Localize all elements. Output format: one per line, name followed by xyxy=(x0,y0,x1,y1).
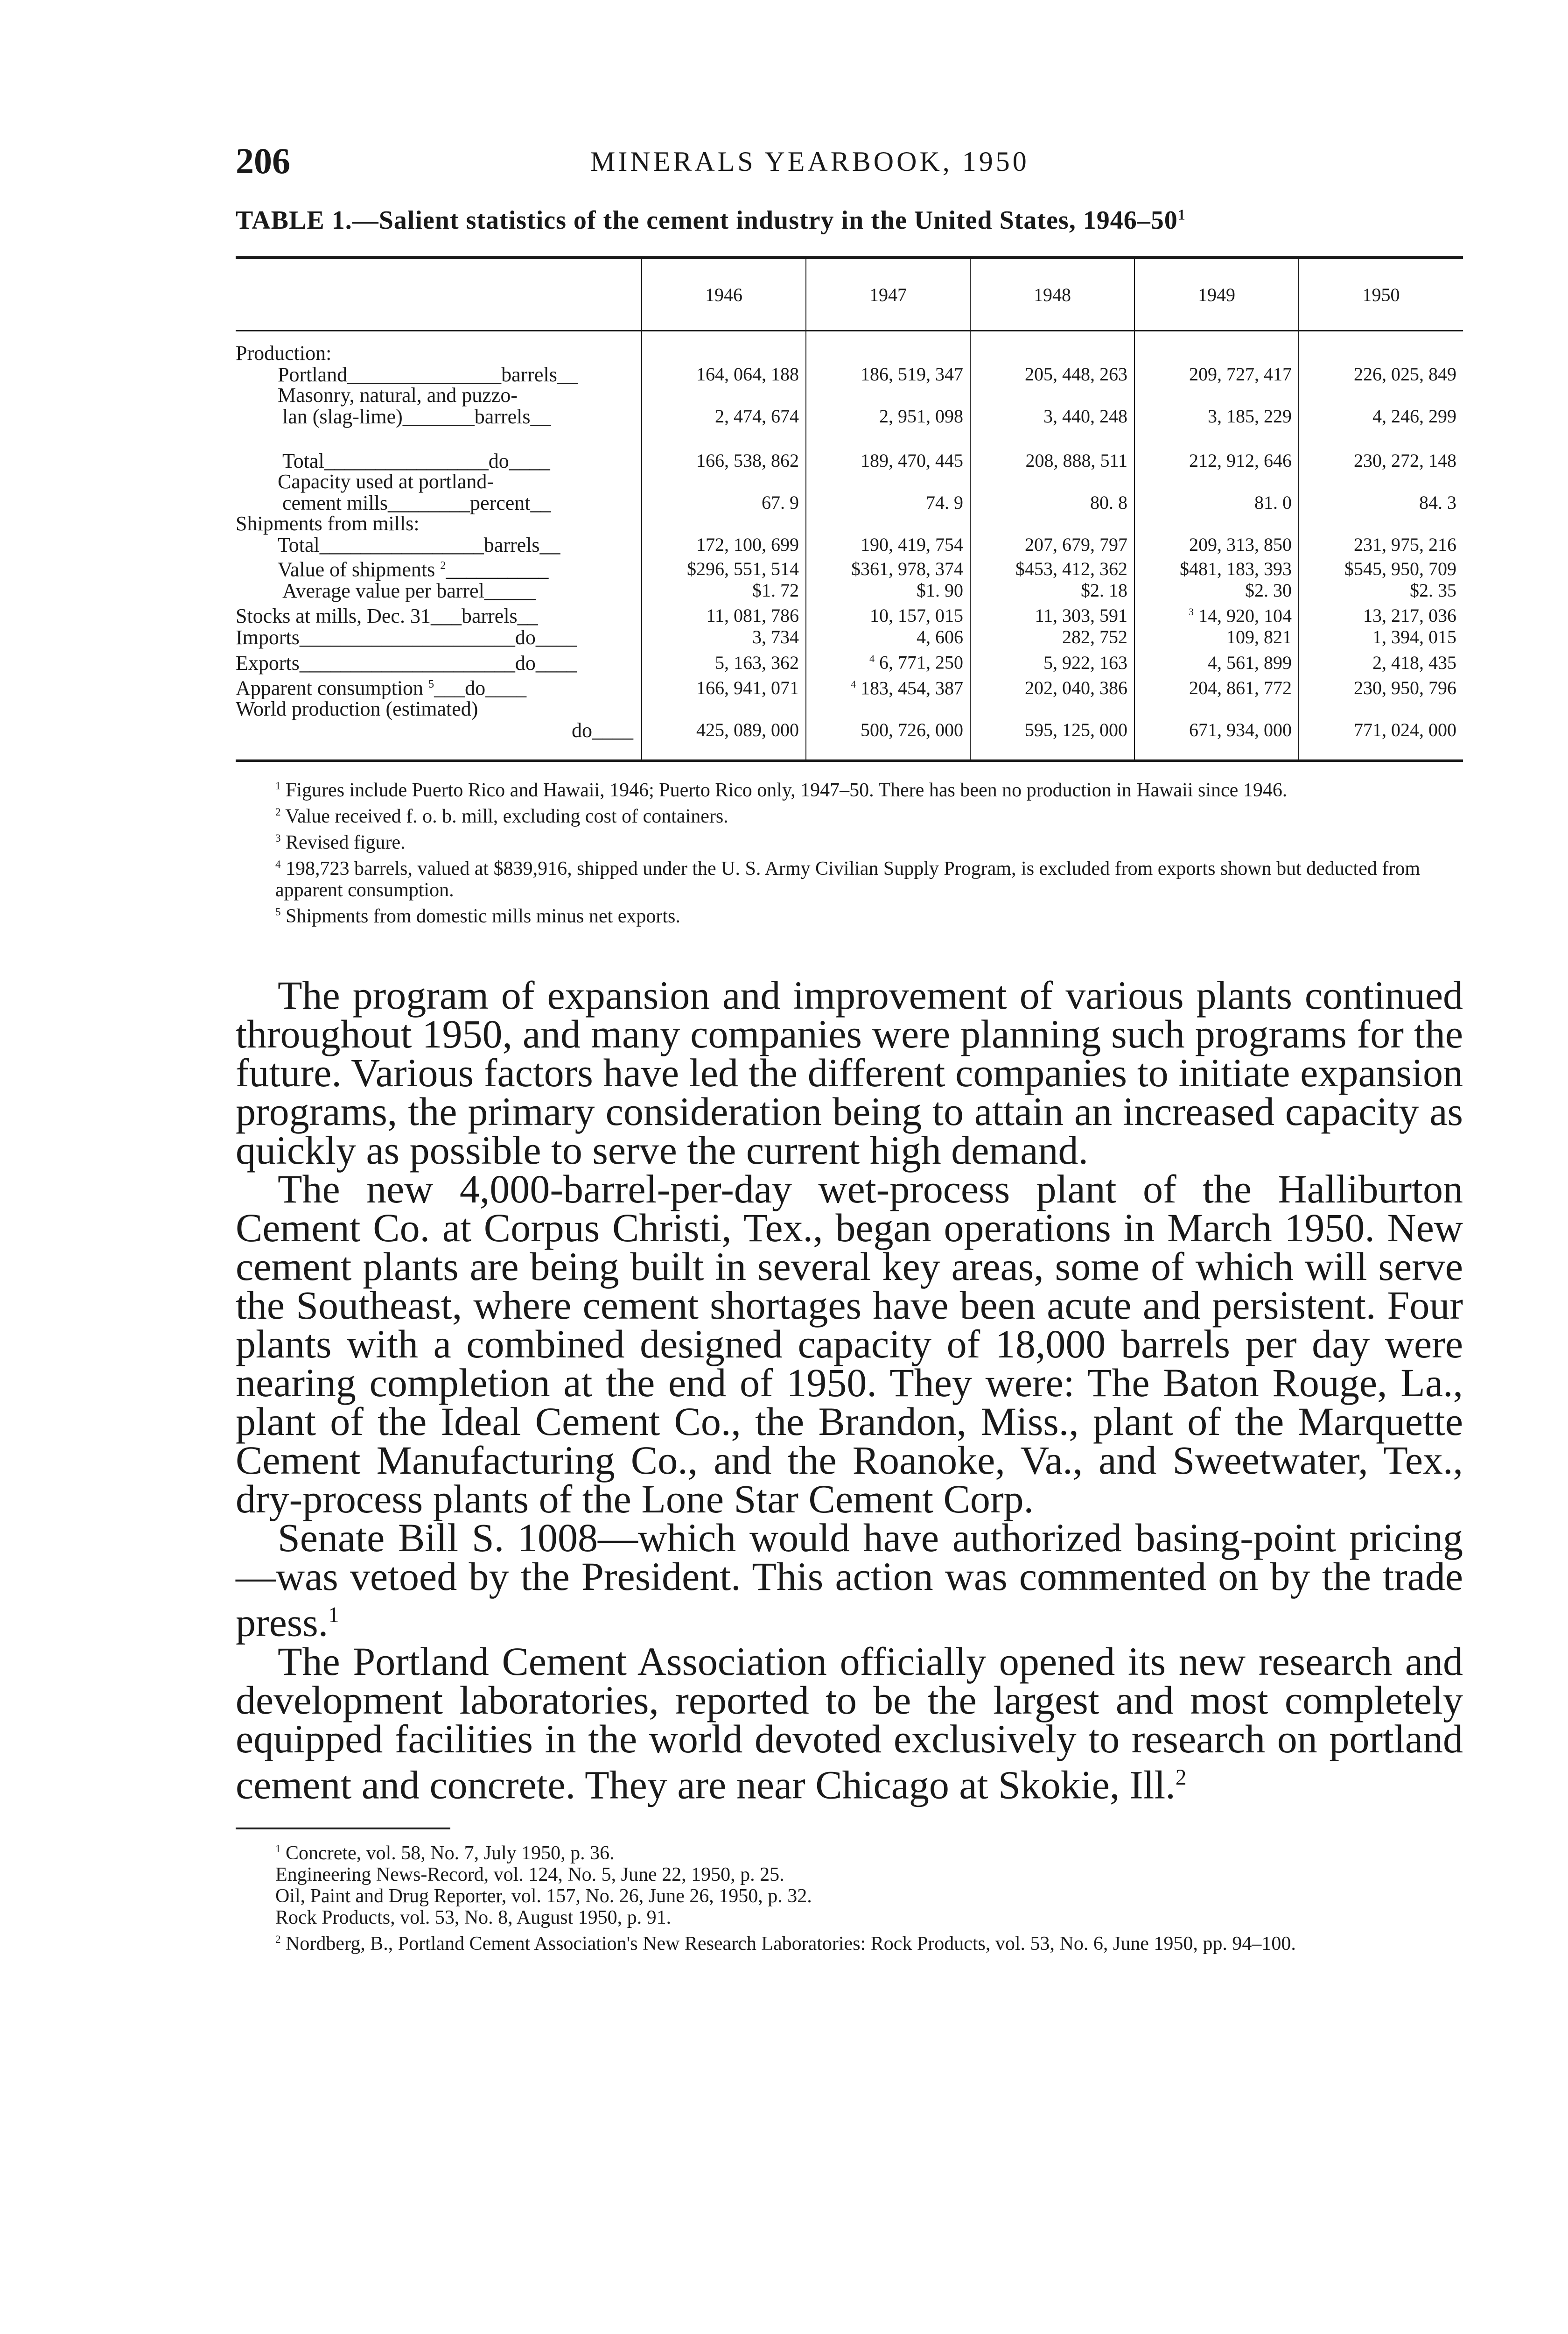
table-cell: 230, 950, 796 xyxy=(1299,674,1463,699)
row-label: Portland_______________barrels__ xyxy=(278,363,578,386)
footnote-ref: 2 xyxy=(440,559,446,572)
table-footnote: $^3$ Revised figure. xyxy=(275,832,406,854)
table-cell: 164, 064, 188 xyxy=(642,364,806,385)
row-label: cement mills________percent__ xyxy=(282,491,551,514)
row-label xyxy=(236,555,642,580)
paragraph: The new 4,000-barrel-per-day wet-process plant of the Halliburton Cement Co. at Corpus Christi, Tex., began operations in March 1950. New cement plants are being built in several key areas, some of which will serve the Southeast, where cement shortages have been acute and persistent. Four plants with a combined designed capacity of 18,000 barrels per day were nearing completion at the end of 1950. They were: The Baton Rouge, La., plant of the Ideal Cement Co., the Brandon, Miss., plant of the Marquette Cement Manufacturing Co., and the Roanoke, Va., and Sweetwater, Tex., dry-process plants of the Lone Star Cement Corp. xyxy=(236,1167,1463,1522)
footnote-ref: 2 xyxy=(1175,1765,1187,1790)
table-title-text: TABLE 1.—Salient statistics of the cement industry in the United States, 1946–50 xyxy=(236,206,1178,235)
row-label: Total________________barrels__ xyxy=(278,533,560,556)
table-cell: 5, 163, 362 xyxy=(642,648,806,673)
table-cell: 166, 538, 862 xyxy=(642,427,806,471)
running-head xyxy=(236,140,1463,187)
table-row xyxy=(236,555,1463,580)
table-row xyxy=(236,364,1463,385)
row-label-text: Value of shipments xyxy=(278,558,435,581)
table-footnote: $^4$ 198,723 barrels, valued at $839,916, shipped under the U. S. Army Civilian Supply Program, is excluded from exports shown but deducted from apparent consumption. xyxy=(275,858,1421,901)
table-cell: 595, 125, 000 xyxy=(970,719,1134,761)
table-cell: 2, 951, 098 xyxy=(806,406,970,427)
year-header: 1949 xyxy=(1134,258,1299,331)
row-label: Capacity used at portland- xyxy=(278,470,494,493)
table-cell: 11, 303, 591 xyxy=(970,601,1134,626)
table-cell: 3, 185, 229 xyxy=(1134,406,1299,427)
table-cell: 172, 100, 699 xyxy=(642,534,806,555)
table-row xyxy=(236,719,1463,761)
year-header: 1948 xyxy=(970,258,1134,331)
table-row xyxy=(236,601,1463,626)
page-footnote-line: Oil, Paint and Drug Reporter, vol. 157, No. 26, June 26, 1950, p. 32. xyxy=(275,1885,812,1907)
leader-dots: ___do____ xyxy=(434,677,527,700)
table-row xyxy=(236,626,1463,648)
table-row xyxy=(236,580,1463,601)
footnote-ref: 5 xyxy=(428,678,434,691)
table-cell: $^4$ 183, 454, 387 xyxy=(806,674,970,699)
table-cell: 166, 941, 071 xyxy=(642,674,806,699)
table-cell: 74. 9 xyxy=(806,492,970,513)
table-title-note: 1 xyxy=(1177,206,1186,223)
table-cell: $481, 183, 393 xyxy=(1134,555,1299,580)
footnote-ref: 4 xyxy=(869,653,875,665)
table-cell: 226, 025, 849 xyxy=(1299,364,1463,385)
table-cell: 230, 272, 148 xyxy=(1299,427,1463,471)
table-row xyxy=(236,331,1463,364)
footnote-ref: 1 xyxy=(328,1603,339,1628)
table-cell: $^4$ 6, 771, 250 xyxy=(806,648,970,673)
page-footnote-line: Engineering News-Record, vol. 124, No. 5, June 22, 1950, p. 25. xyxy=(275,1864,784,1886)
year-header: 1946 xyxy=(642,258,806,331)
page xyxy=(236,140,1463,1954)
page-footnotes xyxy=(236,1838,1463,1954)
table-cell: 186, 519, 347 xyxy=(806,364,970,385)
book-title: MINERALS YEARBOOK, 1950 xyxy=(590,146,1029,177)
year-header: 1950 xyxy=(1299,258,1463,331)
table-row xyxy=(236,699,1463,719)
row-label: Masonry, natural, and puzzo- xyxy=(278,383,518,407)
paragraph: Senate Bill S. 1008—which would have authorized basing-point pricing—was vetoed by the President. This action was commented on by the trade press.$^1$ xyxy=(236,1515,1463,1645)
page-number: 206 xyxy=(236,141,290,181)
table-cell: $^3$ 14, 920, 104 xyxy=(1134,601,1299,626)
paragraph: The Portland Cement Association officially opened its new research and development laboratories, reported to be the largest and most completely equipped facilities in the world devoted exclusively to research on portland cement and concrete. They are near Chicago at Skokie, Ill.$^2$ xyxy=(236,1638,1463,1807)
row-label: Imports_____________________do____ xyxy=(236,626,577,649)
table-footnote: $^5$ Shipments from domestic mills minus net exports. xyxy=(275,906,680,928)
row-label: Total________________do____ xyxy=(282,449,550,472)
table-cell: 771, 024, 000 xyxy=(1299,719,1463,761)
footnote-rule xyxy=(236,1828,450,1829)
table-footnote: $^1$ Figures include Puerto Rico and Hawaii, 1946; Puerto Rico only, 1947–50. There has been no production in Hawaii since 1946. xyxy=(275,780,1288,801)
table-row xyxy=(236,492,1463,513)
row-label: do____ xyxy=(572,719,633,742)
stub-header xyxy=(236,258,642,331)
table-row xyxy=(236,385,1463,406)
table-cell: $453, 412, 362 xyxy=(970,555,1134,580)
table-cell: 209, 313, 850 xyxy=(1134,534,1299,555)
table-cell: 671, 934, 000 xyxy=(1134,719,1299,761)
table-cell: 4, 561, 899 xyxy=(1134,648,1299,673)
table-header-row xyxy=(236,258,1463,331)
section-label: Production: xyxy=(236,341,332,365)
body-text xyxy=(236,973,1463,1807)
table-cell: 208, 888, 511 xyxy=(970,427,1134,471)
row-label xyxy=(236,674,642,699)
table-row xyxy=(236,427,1463,471)
table-cell: 202, 040, 386 xyxy=(970,674,1134,699)
table-cell: 109, 821 xyxy=(1134,626,1299,648)
table-cell: 5, 922, 163 xyxy=(970,648,1134,673)
row-label-text: Apparent consumption xyxy=(236,677,424,700)
row-label: Average value per barrel_____ xyxy=(282,579,536,603)
table-row xyxy=(236,513,1463,534)
table-cell: 500, 726, 000 xyxy=(806,719,970,761)
table-cell: $2. 35 xyxy=(1299,580,1463,601)
row-label: lan (slag-lime)_______barrels__ xyxy=(282,405,551,428)
table-cell: 231, 975, 216 xyxy=(1299,534,1463,555)
table-cell: $2. 30 xyxy=(1134,580,1299,601)
row-label: Exports_____________________do____ xyxy=(236,651,577,675)
row-label: Stocks at mills, Dec. 31___barrels__ xyxy=(236,605,538,628)
table-cell: 11, 081, 786 xyxy=(642,601,806,626)
section-label: Shipments from mills: xyxy=(236,512,420,535)
table-cell: $296, 551, 514 xyxy=(642,555,806,580)
table-cell: 80. 8 xyxy=(970,492,1134,513)
table-cell: 84. 3 xyxy=(1299,492,1463,513)
table-footnote: $^2$ Value received f. o. b. mill, excluding cost of containers. xyxy=(275,806,728,828)
table-cell: 204, 861, 772 xyxy=(1134,674,1299,699)
table-row xyxy=(236,471,1463,492)
table-cell: 1, 394, 015 xyxy=(1299,626,1463,648)
table-row xyxy=(236,648,1463,673)
table-row xyxy=(236,674,1463,699)
table-cell: 282, 752 xyxy=(970,626,1134,648)
footnote-ref: 3 xyxy=(1189,606,1194,618)
table-cell: 13, 217, 036 xyxy=(1299,601,1463,626)
table-cell: 4, 246, 299 xyxy=(1299,406,1463,427)
year-header: 1947 xyxy=(806,258,970,331)
table-cell: 10, 157, 015 xyxy=(806,601,970,626)
table-cell: 2, 418, 435 xyxy=(1299,648,1463,673)
paragraph: The program of expansion and improvement of various plants continued throughout 1950, and many companies were planning such programs for the future. Various factors have led the different companies to initiate expansion programs, the primary consideration being to attain an increased capacity as quickly as possible to serve the current high demand. xyxy=(236,973,1463,1173)
table-cell: $361, 978, 374 xyxy=(806,555,970,580)
page-footnote-line: Rock Products, vol. 53, No. 8, August 1950, p. 91. xyxy=(275,1907,672,1929)
table-cell: 67. 9 xyxy=(642,492,806,513)
table-cell: 212, 912, 646 xyxy=(1134,427,1299,471)
table-cell: 2, 474, 674 xyxy=(642,406,806,427)
table-footnotes xyxy=(236,775,1463,927)
table-cell: 190, 419, 754 xyxy=(806,534,970,555)
table-cell: 207, 679, 797 xyxy=(970,534,1134,555)
table-cell: 425, 089, 000 xyxy=(642,719,806,761)
table-cell: $545, 950, 709 xyxy=(1299,555,1463,580)
table-row xyxy=(236,534,1463,555)
footnote-ref: 4 xyxy=(851,678,856,690)
table-cell: $1. 72 xyxy=(642,580,806,601)
table-cell: $2. 18 xyxy=(970,580,1134,601)
table-cell: 3, 734 xyxy=(642,626,806,648)
table-cell: 205, 448, 263 xyxy=(970,364,1134,385)
table-cell: 3, 440, 248 xyxy=(970,406,1134,427)
table-cell: 189, 470, 445 xyxy=(806,427,970,471)
table-cell: 209, 727, 417 xyxy=(1134,364,1299,385)
table-row xyxy=(236,406,1463,427)
table-cell: 81. 0 xyxy=(1134,492,1299,513)
page-footnote: $^2$ Nordberg, B., Portland Cement Association's New Research Laboratories: Rock Products, vol. 53, No. 6, June 1950, pp. 94–100. xyxy=(275,1933,1296,1955)
table-title xyxy=(236,205,1463,235)
page-footnote: $^1$ Concrete, vol. 58, No. 7, July 1950, p. 36. xyxy=(275,1842,615,1864)
salient-statistics-table xyxy=(236,256,1463,766)
row-label: World production (estimated) xyxy=(236,697,478,721)
table-cell: 4, 606 xyxy=(806,626,970,648)
table-cell: $1. 90 xyxy=(806,580,970,601)
leader-dots: __________ xyxy=(446,558,549,581)
